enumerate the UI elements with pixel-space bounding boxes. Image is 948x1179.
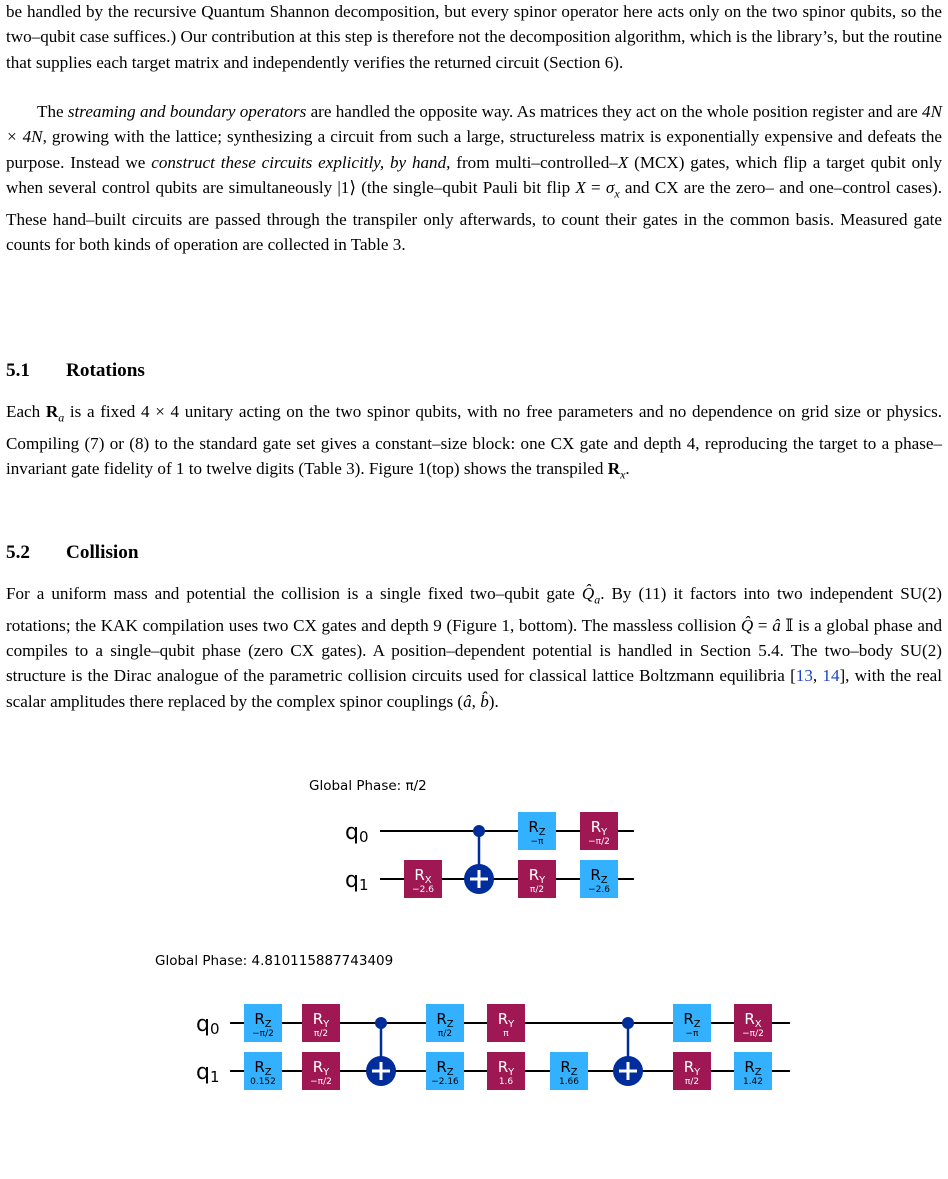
gate-param: −π/2 — [588, 837, 610, 847]
gate-name: $R_Z$ — [590, 866, 608, 886]
gate-param: −π — [685, 1029, 699, 1039]
gate-name: $R_Z$ — [683, 1010, 701, 1030]
text-run: X — [575, 177, 586, 197]
text-run: â — [463, 691, 472, 711]
gate-name-sub: X — [424, 875, 432, 886]
text-run: (MCX) gates, which flip a target qubit only when several control qubits are simultaneously |1⟩ (the single–qubit Pauli bit flip — [6, 152, 942, 197]
gate-name: $R_Z$ — [744, 1058, 762, 1078]
text-run: construct these circuits explicitly, by hand — [151, 152, 447, 172]
section-title: Rotations — [66, 360, 145, 381]
text-run: , — [471, 691, 481, 711]
section-number: 5.1 — [6, 360, 30, 381]
gate-param: 1.66 — [558, 1077, 580, 1087]
gate-param: −2.16 — [431, 1077, 459, 1087]
qubit-label: q0 — [345, 820, 369, 846]
text-run: , growing with the lattice; synthesizing a circuit from such a large, structureless matrix is exponentially expensive and defeats the purpose. Instead we — [6, 127, 942, 172]
gate-param: π/2 — [437, 1029, 453, 1039]
gate-name-sub: Z — [538, 827, 546, 838]
gate-name: $R_Y$ — [312, 1010, 330, 1030]
gate-name: $R_Z$ — [254, 1010, 272, 1030]
gate-name: $R_X$ — [414, 866, 432, 886]
qubit-index: 1 — [358, 876, 369, 894]
paragraph-streaming-operators — [6, 99, 942, 257]
text-run: a — [594, 592, 601, 607]
cx-control-dot — [375, 1017, 387, 1029]
text-run: R — [607, 459, 621, 478]
text-run: streaming and boundary operators — [67, 102, 307, 121]
text-run: = — [585, 177, 606, 197]
text-run: ). — [488, 691, 499, 711]
text-run: Each — [6, 402, 46, 421]
text-run: is a fixed 4 × 4 unitary acting on the two spinor qubits, with no free parameters and no dependence on grid size or physics. Compiling (7) or (8) to the standard gate set gives a constant–size block: one CX gate and depth 4, reproducing the target to a phase–invariant gate fidelity of 1 to twelve digits (Table 3). Figure 1(top) shows the transpiled — [6, 402, 942, 478]
text-run: Q̂ — [740, 615, 754, 635]
text-run: x — [614, 186, 620, 201]
gate-name: $R_Y$ — [497, 1010, 515, 1030]
text-run: x — [620, 467, 626, 482]
global-phase-label: Global Phase: 4.810115887743409 — [155, 953, 394, 969]
gate-param: −π/2 — [310, 1077, 332, 1087]
text-run: , — [812, 666, 823, 686]
text-run: . By (11) it factors into two independent SU(2) rotations; the KAK compilation uses two CX gates and depth 9 (Figure 1, bottom). The massless collision — [6, 584, 942, 635]
gate-name-sub: Y — [508, 1067, 515, 1078]
paragraph-collision — [6, 581, 942, 714]
gate-name: $R_Z$ — [436, 1010, 454, 1030]
gate-name-sub: Y — [323, 1019, 330, 1030]
text-run: R — [45, 402, 59, 421]
gate-name-sub: Y — [323, 1067, 330, 1078]
gate-name-sub: Y — [508, 1019, 515, 1030]
qubit-label: q1 — [345, 868, 369, 894]
text-run: 𝕀 is a global phase and compiles to a single–qubit phase (zero CX gates). A position–dependent potential is handled in Section 5.4. The two–body SU(2) structure is the Dirac analogue of the parametric collision circuits used for classical lattice Boltzmann equilibria [ — [6, 615, 942, 686]
text-run: â — [772, 615, 781, 635]
section-number: 5.2 — [6, 542, 30, 563]
qubit-index: 0 — [209, 1020, 220, 1038]
text-run: X — [617, 152, 629, 172]
circuit-diagram-bottom — [0, 945, 948, 1125]
citation-link[interactable]: 14 — [822, 666, 840, 686]
gate-name-sub: Z — [264, 1067, 272, 1078]
text-run: , from multi–controlled– — [446, 152, 618, 172]
section-heading-rotations — [6, 359, 145, 383]
gate-name-sub: Y — [601, 827, 608, 838]
gate-name: $R_X$ — [744, 1010, 762, 1030]
gate-param: −π/2 — [742, 1029, 764, 1039]
gate-name: $R_Y$ — [590, 818, 608, 838]
qubit-index: 0 — [358, 828, 369, 846]
gate-param: −π — [530, 837, 544, 847]
gate-param: 1.42 — [742, 1077, 764, 1087]
gate-param: 1.6 — [498, 1077, 514, 1087]
text-run: a — [58, 410, 65, 425]
text-run: be handled by the recursive Quantum Shannon decomposition, but every spinor operator here acts only on the two spinor qubits, so the two–qubit case suffices.) Our contribution at this step is therefore not the decomposition algorithm, which is the library’s, but the routine that supplies each target matrix and independently verifies the returned circuit (Section 6). — [6, 2, 942, 72]
gate-name-sub: Z — [570, 1067, 578, 1078]
qubit-label: q0 — [196, 1012, 220, 1038]
text-run: . — [625, 459, 630, 478]
gate-param: π/2 — [313, 1029, 329, 1039]
gate-name-sub: Z — [446, 1067, 454, 1078]
gate-param: −π/2 — [252, 1029, 274, 1039]
qubit-index: 1 — [209, 1068, 220, 1086]
citation-link[interactable]: 13 — [795, 666, 813, 686]
text-run: Q̂ — [581, 584, 595, 603]
gate-param: −2.6 — [588, 885, 610, 895]
section-heading-collision — [6, 541, 139, 565]
text-run: are handled the opposite way. As matrices they act on the whole position register and are — [306, 102, 923, 121]
global-phase-label: Global Phase: π/2 — [309, 778, 427, 794]
qubit-label: q1 — [196, 1060, 220, 1086]
gate-name-sub: X — [754, 1019, 762, 1030]
gate-name-sub: Z — [264, 1019, 272, 1030]
section-title: Collision — [66, 542, 139, 563]
text-run: For a uniform mass and potential the collision is a single fixed two–qubit gate — [6, 584, 582, 603]
text-run: σ — [605, 177, 615, 197]
gate-param: π/2 — [684, 1077, 700, 1087]
cx-control-dot — [473, 825, 485, 837]
gate-name: $R_Y$ — [312, 1058, 330, 1078]
gate-name: $R_Y$ — [528, 866, 546, 886]
text-run: The — [37, 102, 68, 121]
text-run: ], with the real scalar amplitudes there replaced by the complex spinor couplings ( — [6, 666, 942, 711]
gate-param: −2.6 — [412, 885, 434, 895]
cx-control-dot — [622, 1017, 634, 1029]
paragraph-decomposition — [6, 0, 942, 75]
paragraph-rotations — [6, 399, 942, 488]
gate-name-sub: Y — [694, 1067, 701, 1078]
gate-name: $R_Z$ — [528, 818, 546, 838]
gate-param: 0.152 — [250, 1077, 276, 1087]
circuit-diagram-top — [0, 765, 948, 925]
gate-name: $R_Z$ — [560, 1058, 578, 1078]
gate-param: π/2 — [529, 885, 545, 895]
gate-name: $R_Z$ — [254, 1058, 272, 1078]
text-run: and CX are the zero– and one–control cases). These hand–built circuits are passed through the transpiler only afterwards, to count their gates in the common basis. Measured gate counts for both kinds of operation are collected in Table 3. — [6, 177, 942, 254]
gate-name-sub: Z — [600, 875, 608, 886]
gate-name-sub: Z — [693, 1019, 701, 1030]
gate-param: π — [503, 1029, 509, 1039]
gate-name-sub: Z — [754, 1067, 762, 1078]
gate-name: $R_Y$ — [497, 1058, 515, 1078]
gate-name-sub: Y — [539, 875, 546, 886]
gate-name: $R_Z$ — [436, 1058, 454, 1078]
gate-name: $R_Y$ — [683, 1058, 701, 1078]
text-run: b̂ — [480, 691, 489, 711]
text-run: 4N × 4N — [6, 102, 942, 147]
text-run: = — [753, 615, 773, 635]
gate-name-sub: Z — [446, 1019, 454, 1030]
